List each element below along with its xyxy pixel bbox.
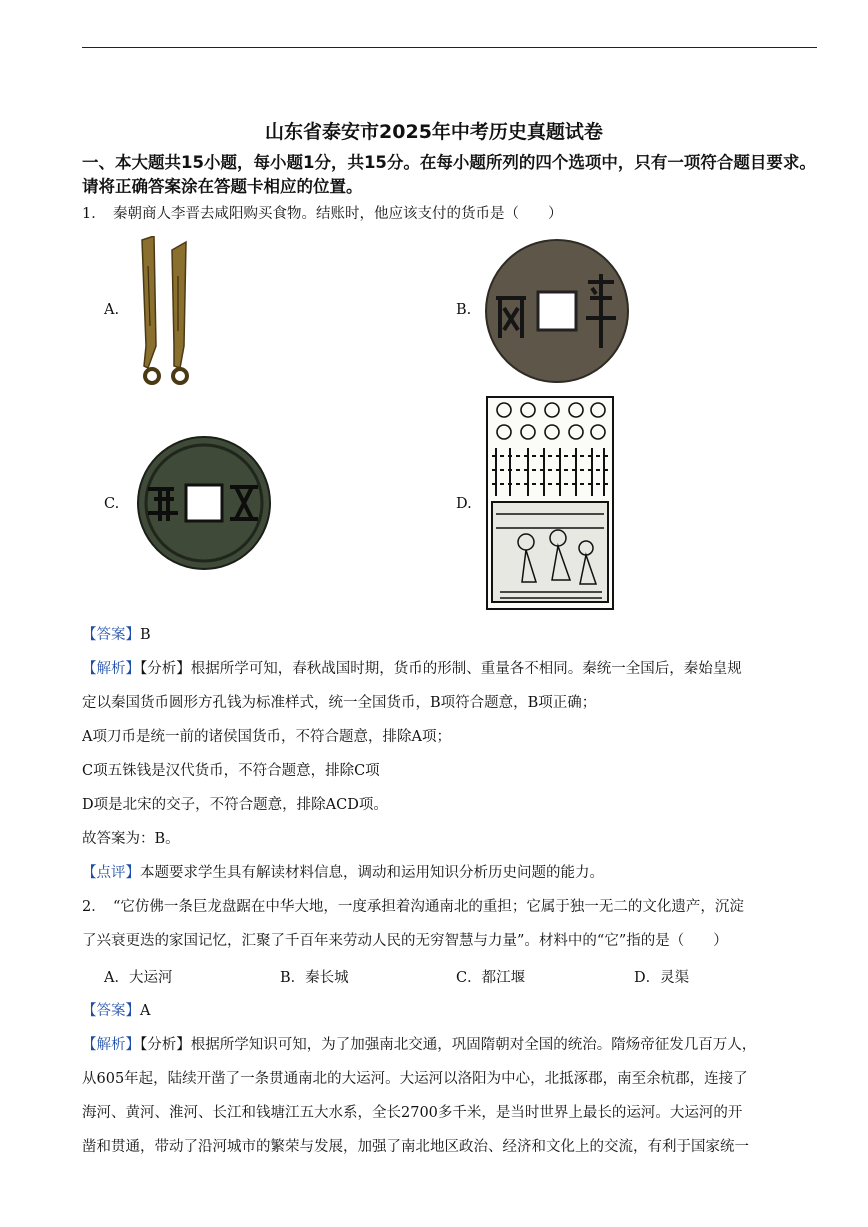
q1-analysis-line-1: 【解析】【分析】根据所学可知，春秋战国时期，货币的形制、重量各不相同。秦统一全国后，秦始皇规 <box>82 661 742 677</box>
q2-answer-value: A <box>140 1003 151 1019</box>
q2-answer <box>82 1001 822 1021</box>
q2-analysis-line-4: 凿和贯通，带动了沿河城市的繁荣与发展，加强了南北地区政治、经济和文化上的交流，有利于国家统一 <box>82 1139 749 1155</box>
q2-analysis-line-2: 从605年起，陆续开凿了一条贯通南北的大运河。大运河以洛阳为中心，北抵涿郡，南至余杭郡，连接了 <box>82 1071 748 1087</box>
page-title: 山东省泰安市2025年中考历史真题试卷 <box>265 121 603 143</box>
q1-analysis-line-4: C项五铢钱是汉代货币，不符合题意，排除C项 <box>82 763 380 779</box>
answer-tag: 【答案】 <box>82 627 140 643</box>
knife-coin-image <box>132 236 198 386</box>
jiaozi-note-image <box>486 396 614 610</box>
q2-option-d: D．灵渠 <box>634 970 690 986</box>
q2-analysis-line-1: 【解析】【分析】根据所学知识可知，为了加强南北交通，巩固隋朝对全国的统治。隋炀帝征发几百万人， <box>82 1037 757 1053</box>
q1-answer-value: B <box>140 627 151 643</box>
q1-option-b-label: B. <box>456 302 472 318</box>
answer-tag: 【答案】 <box>82 1003 140 1019</box>
q2-option-c: C．都江堰 <box>456 970 526 986</box>
section-instructions: 一、本大题共15小题，每小题1分，共15分。在每小题所列的四个选项中，只有一项符合题目要求。请将正确答案涂在答题卡相应的位置。 <box>82 153 816 196</box>
q1-analysis-line-5: D项是北宋的交子，不符合题意，排除ACD项。 <box>82 797 388 813</box>
q2-stem-line-2: 了兴衰更迭的家国记忆，汇聚了千百年来劳动人民的无穷智慧与力量”。材料中的“它”指的是（ ） <box>82 933 728 949</box>
q1-option-a-label: A. <box>104 302 120 318</box>
q1-answer <box>82 625 822 645</box>
q1-option-c-label: C. <box>104 496 120 512</box>
ban-liang-coin-image <box>482 238 632 384</box>
q1-option-d-label: D. <box>456 496 472 512</box>
q2-option-a: A．大运河 <box>104 970 173 986</box>
wu-zhu-coin-image <box>134 435 274 571</box>
q1-stem: 1． 秦朝商人李晋去咸阳购买食物。结账时，他应该支付的货币是（ ） <box>82 206 563 222</box>
q1-analysis-line-2: 定以秦国货币圆形方孔钱为标准样式，统一全国货币，B项符合题意，B项正确； <box>82 695 597 711</box>
q1-analysis-line-3: A项刀币是统一前的诸侯国货币，不符合题意，排除A项； <box>82 729 451 745</box>
analysis-tag: 【解析】 <box>82 1037 140 1053</box>
comment-tag: 【点评】 <box>82 865 140 881</box>
analysis-tag: 【解析】 <box>82 661 140 677</box>
q2-option-b: B．秦长城 <box>280 970 349 986</box>
q1-comment: 【点评】本题要求学生具有解读材料信息，调动和运用知识分析历史问题的能力。 <box>82 865 604 881</box>
q2-analysis-line-3: 海河、黄河、淮河、长江和钱塘江五大水系，全长2700多千米，是当时世界上最长的运河。大运河的开 <box>82 1105 743 1121</box>
header-rule <box>82 47 817 48</box>
q1-analysis-line-6: 故答案为：B。 <box>82 831 180 847</box>
q2-stem-line-1: 2． “它仿佛一条巨龙盘踞在中华大地，一度承担着沟通南北的重担；它属于独一无二的文化遗产，沉淀 <box>82 899 744 915</box>
q2-options <box>82 966 822 986</box>
